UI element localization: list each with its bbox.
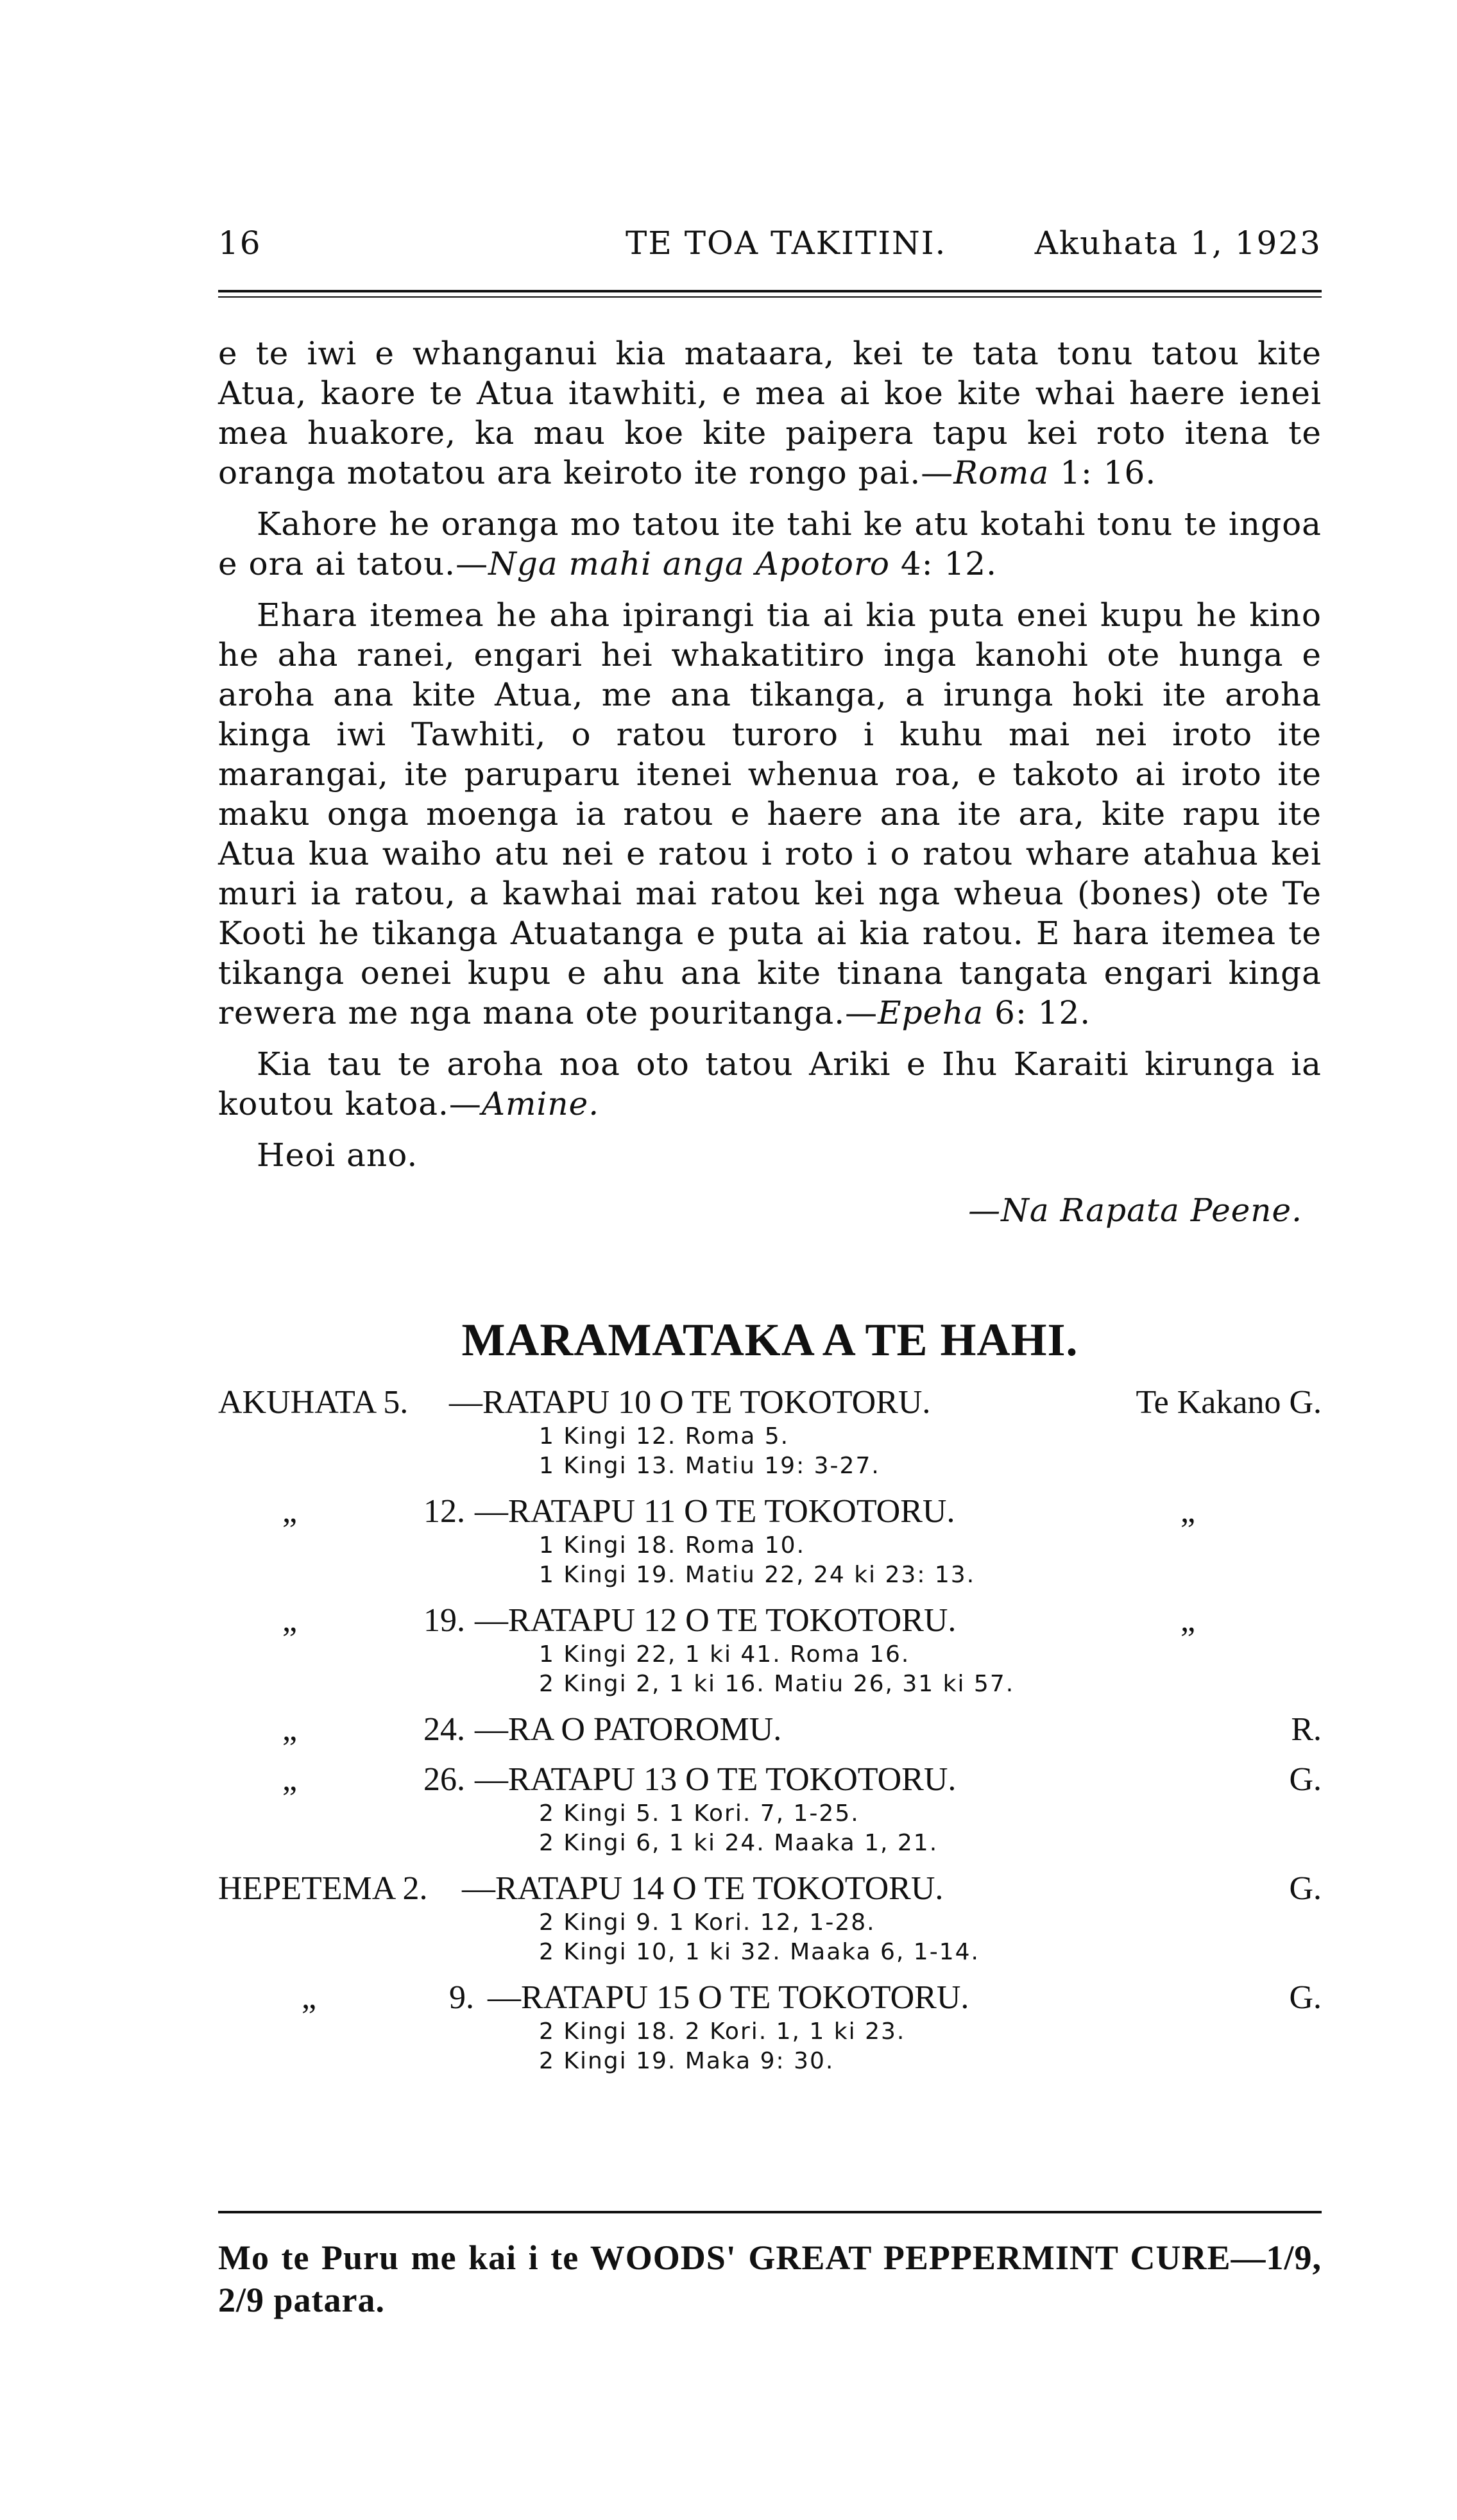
ditto-mark: „ [282,1493,298,1530]
church-calendar [218,1383,1322,2076]
calendar-entry [218,1711,1322,1749]
reading-line: 2 Kingi 10, 1 ki 32. Maaka 6, 1-14. [539,1939,980,1965]
entry-title: —RATAPU 10 O TE TOKOTORU. [449,1384,931,1421]
ditto-mark: „ [282,1761,298,1798]
paragraph-3: Ehara itemea he aha ipirangi tia ai kia puta enei kupu he kino he aha ranei, engari hei whakatitiro inga kanohi ote hunga e aroha ana kite Atua, me ana tikanga, a irunga hoki ite aroha kinga iwi Tawhiti, o ratou turoro i kuhu mai nei iroto ite marangai, ite paruparu itenei whenua roa, e takoto ai iroto ite maku onga moenga ia ratou e haere ana ite ara, kite rapu ite Atua kua waiho atu nei e ratou i roto i o ratou whare atahua kei muri ia ratou, a kawhai mai ratou kei nga wheua (bones) ote Te Kooti he tikanga Atuatanga e puta ai kia ratou. E hara itemea te tikanga oenei kupu e ahu ana kite tinana tangata engari kinga rewera me nga mana ote pouritanga.—Epeha 6: 12. [218,596,1322,1031]
entry-day: 9. [449,1979,474,2016]
entry-title: —RATAPU 14 O TE TOKOTORU. [462,1870,944,1907]
paragraph-5: Heoi ano. [257,1137,418,1174]
publication-title: TE TOA TAKITINI. [625,224,947,262]
calendar-entry [218,1761,1322,1799]
reading-line: 1 Kingi 22, 1 ki 41. Roma 16. [539,1641,910,1668]
reading-line: 1 Kingi 18. Roma 10. [539,1532,806,1559]
author-signoff: —Na Rapata Peene. [968,1192,1302,1229]
reading-line: 2 Kingi 2, 1 ki 16. Matiu 26, 31 ki 57. [539,1671,1015,1697]
reading-line: 1 Kingi 12. Roma 5. [539,1423,790,1450]
ditto-mark: „ [282,1711,298,1748]
closing-word: Amine. [481,1085,600,1122]
entry-day: 24. [423,1711,465,1748]
paragraph-2: Kahore he oranga mo tatou ite tahi ke atu kotahi tonu te ingoa e ora ai tatou.—Nga mahi anga Apotoro 4: 12. [218,505,1322,582]
header-rule [218,290,1322,298]
reading-line: 2 Kingi 19. Maka 9: 30. [539,2048,835,2074]
page-number: 16 [218,224,262,262]
reading-line: 1 Kingi 13. Matiu 19: 3-27. [539,1453,880,1479]
entry-note: Te Kakano G. [1136,1384,1322,1421]
article-body [218,334,1322,1230]
page-header [218,224,1322,276]
reading-line: 2 Kingi 5. 1 Kori. 7, 1-25. [539,1800,860,1827]
scripture-ref: Nga mahi anga Apotoro [488,545,890,582]
scripture-ref: Epeha [878,994,984,1031]
page [218,224,1322,2321]
calendar-entry [218,1979,1322,2017]
entry-day: 19. [423,1602,465,1639]
issue-date: Akuhata 1, 1923 [1034,224,1322,262]
entry-date: HEPETEMA 2. [218,1870,428,1907]
entry-day: 12. [423,1493,465,1530]
scripture-ref: Roma [953,454,1050,491]
footer-rule [218,2211,1322,2213]
entry-title: —RATAPU 11 O TE TOKOTORU. [475,1493,955,1530]
calendar-entry [218,1602,1322,1640]
paragraph-1: e te iwi e whanganui kia mataara, kei te tata tonu tatou kite Atua, kaore te Atua itawhiti, e mea ai koe kite whai haere ienei mea huakore, ka mau koe kite paipera tapu kei roto itena te oranga motatou ara keiroto ite rongo pai.—Roma 1: 16. [218,335,1322,491]
ditto-mark: „ [282,1602,298,1639]
calendar-entry [218,1493,1322,1531]
ditto-mark: „ [302,1979,317,2016]
calendar-entry [218,1870,1322,1908]
calendar-heading: MARAMATAKA A TE HAHI. [461,1314,1078,1366]
calendar-entry [218,1383,1322,1422]
advertisement: Mo te Puru me kai i te WOODS' GREAT PEPPERMINT CURE—1/9, 2/9 patara. [218,2238,1322,2319]
entry-note: R. [1291,1711,1322,1748]
entry-note: G. [1289,1979,1322,2016]
reading-line: 2 Kingi 18. 2 Kori. 1, 1 ki 23. [539,2018,906,2045]
reading-line: 2 Kingi 9. 1 Kori. 12, 1-28. [539,1909,876,1936]
entry-note: „ [1180,1602,1196,1639]
entry-note: G. [1289,1870,1322,1907]
paragraph-4: Kia tau te aroha noa oto tatou Ariki e Ihu Karaiti kirunga ia koutou katoa.—Amine. [218,1045,1322,1122]
entry-title: —RATAPU 13 O TE TOKOTORU. [475,1761,957,1798]
reading-line: 1 Kingi 19. Matiu 22, 24 ki 23: 13. [539,1562,976,1588]
entry-day: 26. [423,1761,465,1798]
entry-date: AKUHATA 5. [218,1384,409,1421]
entry-title: —RATAPU 12 O TE TOKOTORU. [475,1602,957,1639]
reading-line: 2 Kingi 6, 1 ki 24. Maaka 1, 21. [539,1830,939,1856]
entry-title: —RATAPU 15 O TE TOKOTORU. [488,1979,969,2016]
entry-note: G. [1289,1761,1322,1798]
entry-note: „ [1180,1493,1196,1530]
entry-title: —RA O PATOROMU. [475,1711,782,1748]
